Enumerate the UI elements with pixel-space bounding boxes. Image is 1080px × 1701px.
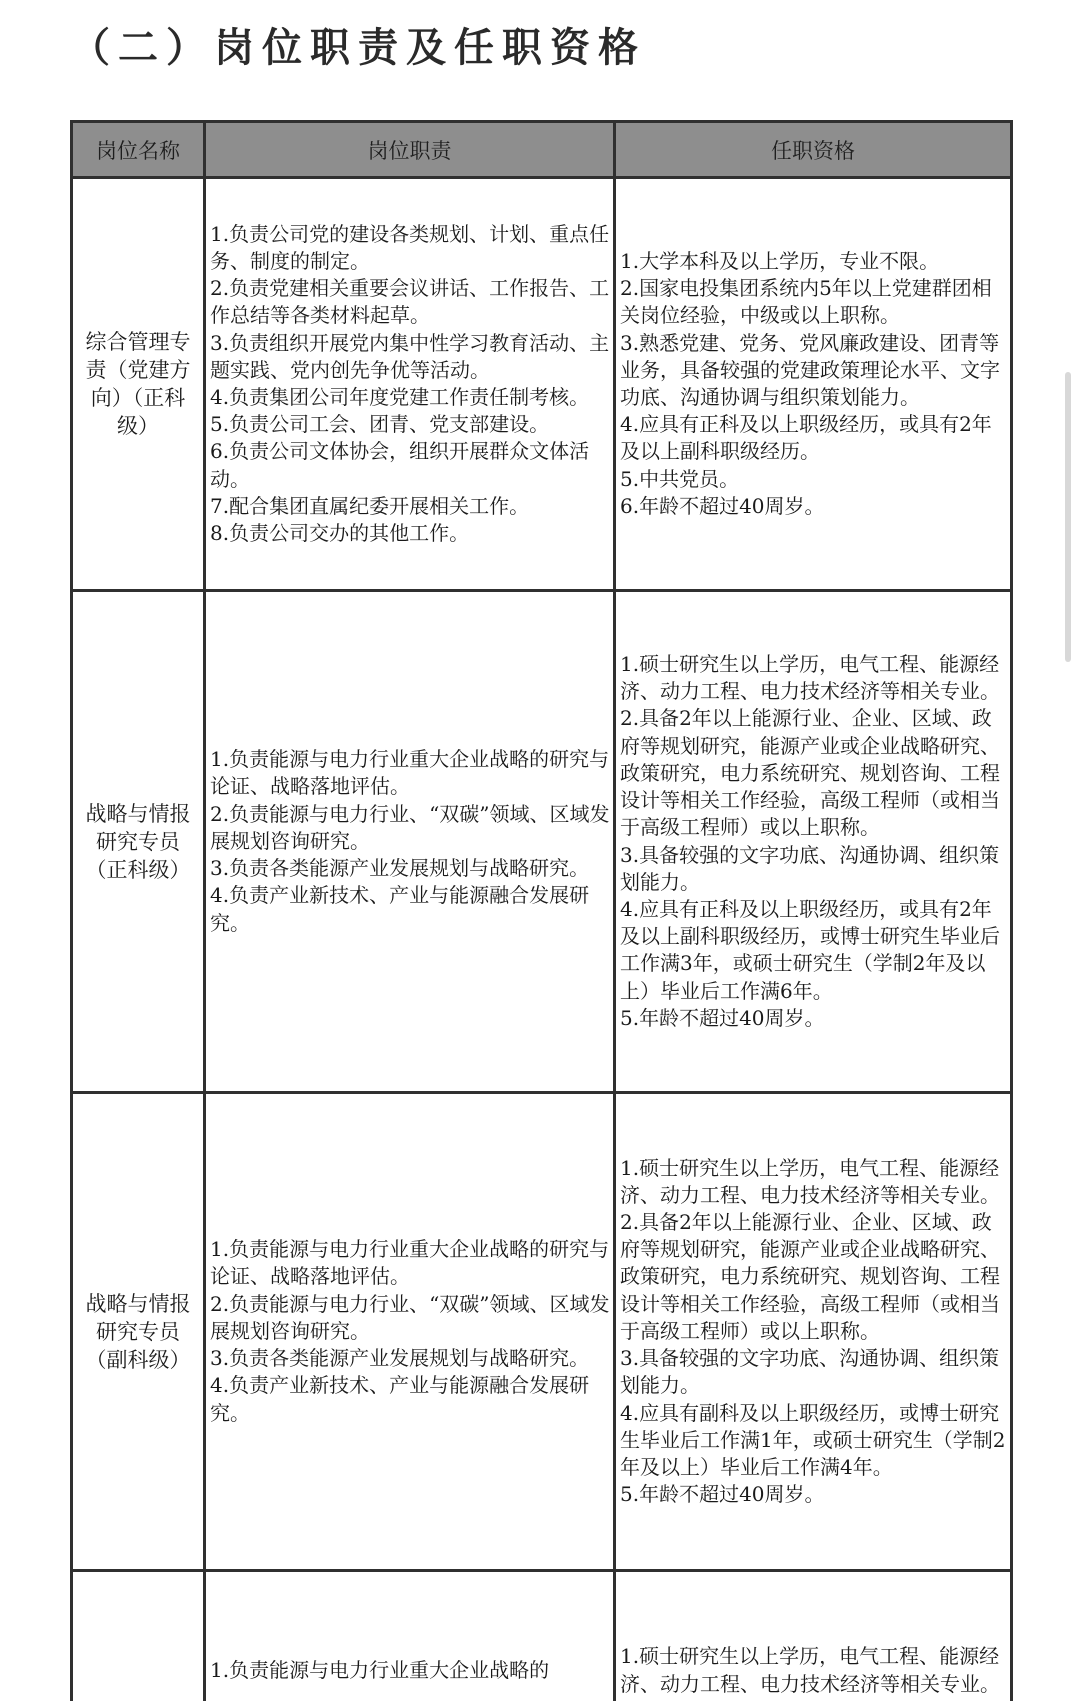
- duty-item: 7.配合集团直属纪委开展相关工作。: [210, 493, 530, 518]
- job-table-container: [70, 120, 1010, 1701]
- table-row: [72, 178, 1012, 591]
- table-row: [72, 1571, 1012, 1701]
- qualifications-cell: [615, 1571, 1012, 1701]
- position-name-cell: 战略与情报研究专员（副科级）: [72, 1093, 205, 1571]
- duty-item: 4.负责产业新技术、产业与能源融合发展研究。: [210, 883, 590, 935]
- duty-item: 3.负责各类能源产业发展规划与战略研究。: [210, 1346, 590, 1371]
- qualification-item: 2.国家电投集团系统内5年以上党建群团相关岗位经验，中级或以上职称。: [620, 276, 992, 328]
- qualification-item: 3.熟悉党建、党务、党风廉政建设、团青等业务，具备较强的党建政策理论水平、文字功底、沟通协调与组织策划能力。: [620, 330, 1000, 409]
- table-row: [72, 1093, 1012, 1571]
- table-header-row: [72, 122, 1012, 178]
- section-title: （二）岗位职责及任职资格: [70, 25, 646, 71]
- duties-cell: [205, 1571, 615, 1701]
- duty-item: 1.负责能源与电力行业重大企业战略的: [210, 1657, 550, 1682]
- duties-cell: [205, 178, 615, 591]
- vertical-scrollbar[interactable]: [1065, 372, 1071, 662]
- qualification-item: 6.年龄不超过40周岁。: [620, 493, 825, 518]
- position-name-cell: 综合管理专责（党建方向）（正科级）: [72, 178, 205, 591]
- qualifications-cell: [615, 1093, 1012, 1571]
- header-qualifications: 任职资格: [615, 122, 1012, 178]
- duty-item: 8.负责公司交办的其他工作。: [210, 521, 470, 546]
- qualification-item: 2.具备2年以上能源行业、企业、区域、政府等规划研究，能源产业或企业战略研究、政策研究，电力系统研究、规划咨询、工程设计等相关工作经验，高级工程师（或相当于高级工程师）或以上职称。: [620, 1210, 1000, 1343]
- duty-item: 5.负责公司工会、团青、党支部建设。: [210, 412, 550, 437]
- header-duties: 岗位职责: [205, 122, 615, 178]
- qualifications-cell: [615, 178, 1012, 591]
- duty-item: 1.负责公司党的建设各类规划、计划、重点任务、制度的制定。: [210, 221, 610, 273]
- duty-item: 3.负责各类能源产业发展规划与战略研究。: [210, 856, 590, 881]
- qualification-item: 1.大学本科及以上学历，专业不限。: [620, 248, 940, 273]
- qualification-item: 1.硕士研究生以上学历，电气工程、能源经济、动力工程、电力技术经济等相关专业。: [620, 1644, 1000, 1696]
- qualification-item: 5.年龄不超过40周岁。: [620, 1482, 825, 1507]
- qualification-item: 4.应具有正科及以上职级经历，或具有2年及以上副科职级经历，或博士研究生毕业后工作满3年，或硕士研究生（学制2年及以上）毕业后工作满6年。: [620, 896, 1000, 1003]
- duty-item: 1.负责能源与电力行业重大企业战略的研究与论证、战略落地评估。: [210, 747, 610, 799]
- duties-cell: [205, 1093, 615, 1571]
- qualification-item: 5.中共党员。: [620, 466, 740, 491]
- duty-item: 3.负责组织开展党内集中性学习教育活动、主题实践、党内创先争优等活动。: [210, 330, 610, 382]
- qualification-item: 3.具备较强的文字功底、沟通协调、组织策划能力。: [620, 842, 1000, 894]
- qualification-item: 3.具备较强的文字功底、沟通协调、组织策划能力。: [620, 1346, 1000, 1398]
- table-row: [72, 591, 1012, 1093]
- duty-item: 2.负责能源与电力行业、“双碳”领域、区域发展规划咨询研究。: [210, 801, 610, 853]
- duty-item: 4.负责集团公司年度党建工作责任制考核。: [210, 385, 590, 409]
- position-name-cell: [72, 1571, 205, 1701]
- duty-item: 6.负责公司文体协会，组织开展群众文体活动。: [210, 439, 590, 491]
- header-position-name: 岗位名称: [72, 122, 205, 178]
- duties-cell: [205, 591, 615, 1093]
- duty-item: 2.负责能源与电力行业、“双碳”领域、区域发展规划咨询研究。: [210, 1291, 610, 1343]
- duty-item: 1.负责能源与电力行业重大企业战略的研究与论证、战略落地评估。: [210, 1237, 610, 1289]
- job-requirements-table: [70, 120, 1013, 1701]
- qualification-item: 5.年龄不超过40周岁。: [620, 1005, 825, 1030]
- duty-item: 4.负责产业新技术、产业与能源融合发展研究。: [210, 1373, 590, 1425]
- qualification-item: 1.硕士研究生以上学历，电气工程、能源经济、动力工程、电力技术经济等相关专业。: [620, 1155, 1000, 1207]
- duty-item: 2.负责党建相关重要会议讲话、工作报告、工作总结等各类材料起草。: [210, 276, 610, 328]
- qualification-item: 4.应具有正科及以上职级经历，或具有2年及以上副科职级经历。: [620, 412, 992, 464]
- qualification-item: 1.硕士研究生以上学历，电气工程、能源经济、动力工程、电力技术经济等相关专业。: [620, 652, 1000, 704]
- qualification-item: 4.应具有副科及以上职级经历，或博士研究生毕业后工作满1年，或硕士研究生（学制2年及以上）毕业后工作满4年。: [620, 1400, 1006, 1479]
- qualification-item: 2.具备2年以上能源行业、企业、区域、政府等规划研究，能源产业或企业战略研究、政策研究，电力系统研究、规划咨询、工程设计等相关工作经验，高级工程师（或相当于高级工程师）或以上职称。: [620, 706, 1000, 840]
- qualifications-cell: [615, 591, 1012, 1093]
- position-name-cell: 战略与情报研究专员（正科级）: [72, 591, 205, 1093]
